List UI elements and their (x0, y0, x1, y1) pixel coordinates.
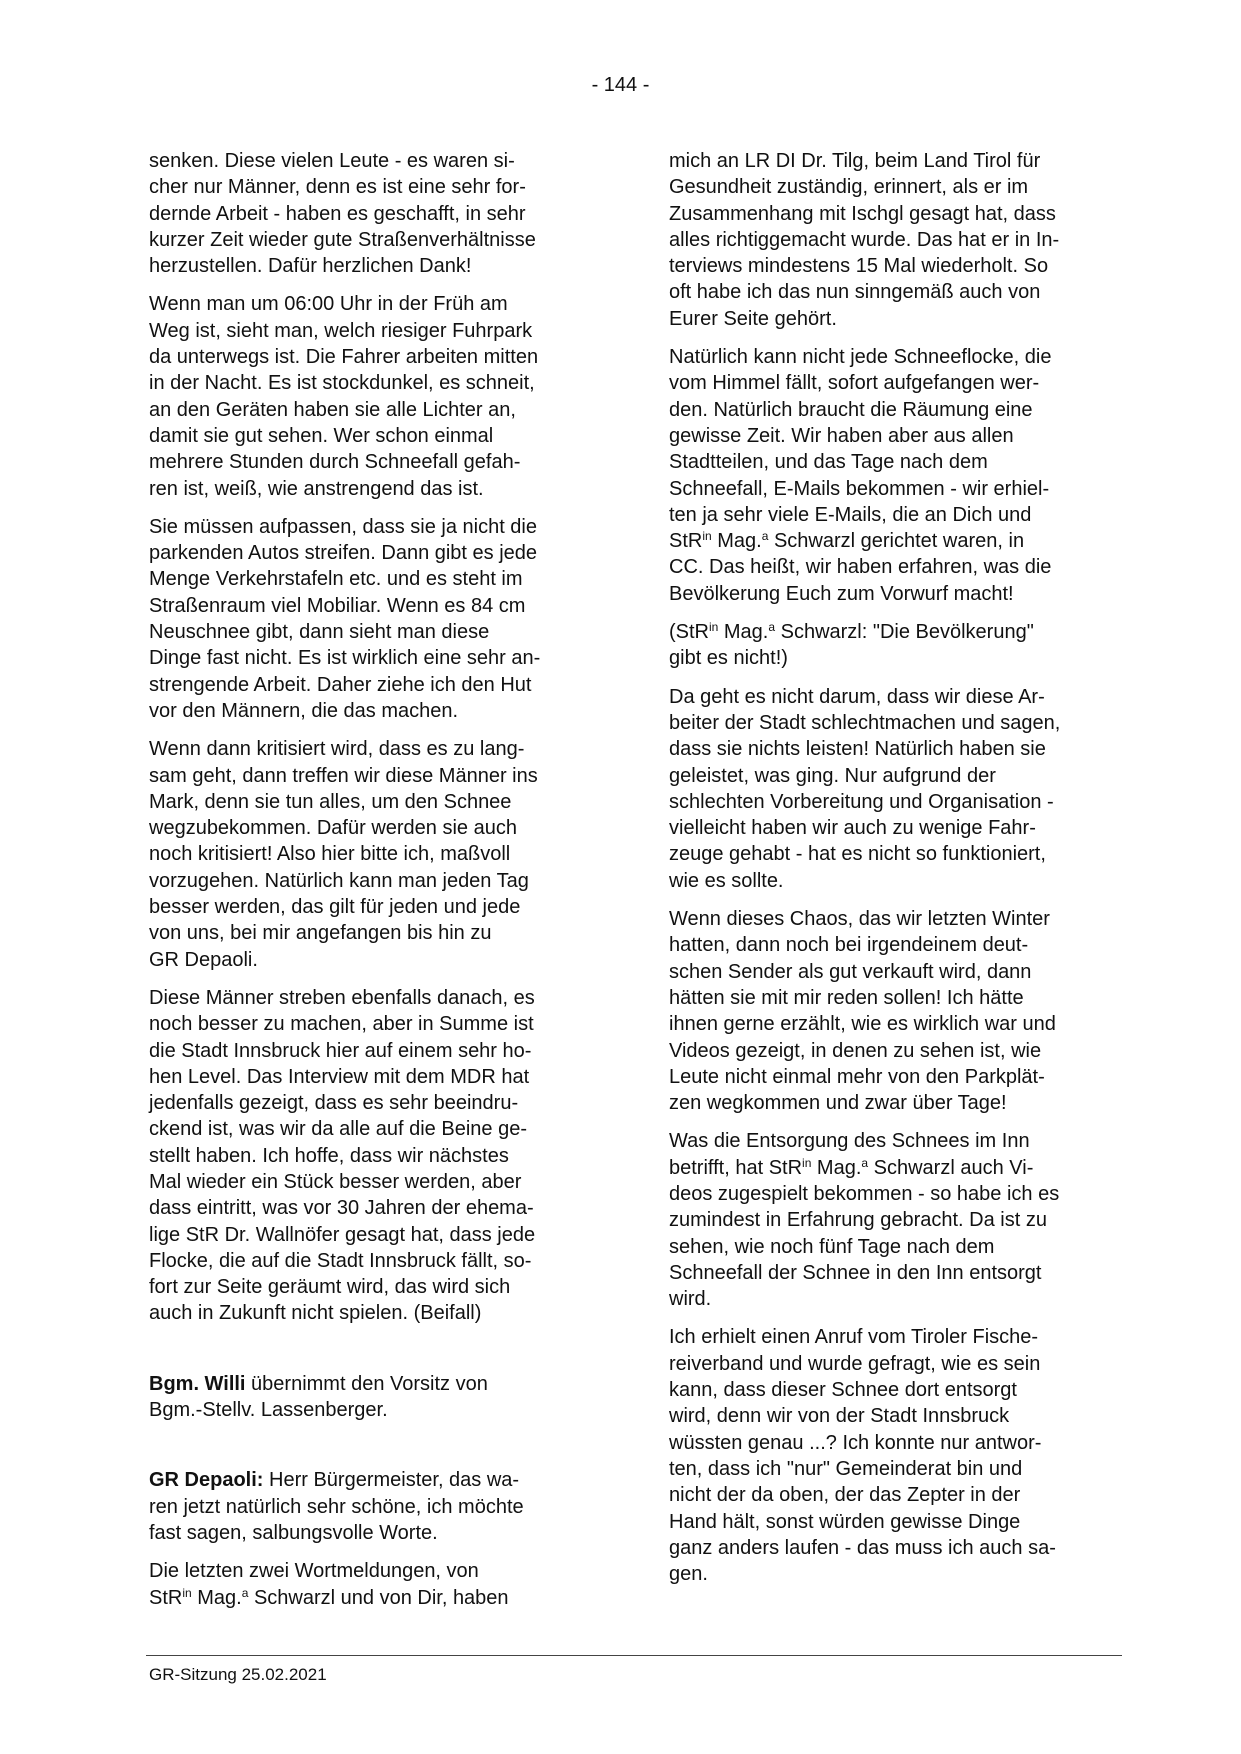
text-run: Schwarzl gerichtet waren, in CC. Das heißt, wir haben erfahren, was die Bevölkerung Euch zum Vorwurf macht! (669, 530, 1052, 605)
paragraph: Diese Männer streben ebenfalls danach, es noch besser zu machen, aber in Summe ist die Stadt Innsbruck hier auf einem sehr ho- hen Level. Das Interview mit dem MDR hat jedenfalls gezeigt, dass es sehr beeindru- ckend ist, was wir da alle auf die Beine ge- stellt haben. Ich hoffe, dass wir nächstes Mal wieder ein Stück besser werden, aber dass eintritt, was vor 30 Jahren der ehema- lige StR Dr. Wallnöfer gesagt hat, dass jede Flocke, die auf die Stadt Innsbruck fällt, so- fort zur Seite geräumt wird, das wird sich auch in Zukunft nicht spielen. (Beifall) (149, 986, 536, 1325)
footer-divider (146, 1655, 1122, 1656)
paragraph: mich an LR DI Dr. Tilg, beim Land Tirol für Gesundheit zuständig, erinnert, als er im Zusammenhang mit Ischgl gesagt hat, dass alles richtiggemacht wurde. Das hat er in In- terviews mindestens 15 Mal wiederholt. So oft habe ich das nun sinngemäß auch von Eurer Seite gehört. (669, 150, 1060, 330)
text-run: Mag. (811, 1156, 862, 1179)
text-run: Schwarzl und von Dir, haben (248, 1586, 509, 1609)
left-column (149, 148, 609, 1623)
paragraph: senken. Diese vielen Leute - es waren si- cher nur Männer, denn es ist eine sehr for- dernde Arbeit - haben es geschafft, in sehr kurzer Zeit wieder gute Straßenverhältnisse herzustellen. Dafür herzlichen Dank! (149, 150, 536, 278)
text-run: Die letzten zwei Wortmeldungen, von StR (149, 1560, 479, 1609)
paragraph: Wenn dann kritisiert wird, dass es zu lang- sam geht, dann treffen wir diese Männer ins Mark, denn sie tun alles, um den Schnee wegzubekommen. Dafür werden sie auch noch kritisiert! Also hier bitte ich, maßvoll vorzugehen. Natürlich kann man jeden Tag besser werden, das gilt für jeden und jede von uns, bei mir angefangen bis hin zu GR Depaoli. (149, 738, 538, 971)
speaker-name: Bgm. Willi (149, 1372, 246, 1395)
superscript: in (709, 620, 719, 635)
paragraph: Da geht es nicht darum, dass wir diese Ar- beiter der Stadt schlechtmachen und sagen, dass sie nichts leisten! Natürlich haben sie geleistet, was ging. Nur aufgrund der schlechten Vorbereitung und Organisation - vielleicht haben wir auch zu wenige Fahr- zeuge gehabt - hat es nicht so funktioniert, wie es sollte. (669, 685, 1061, 892)
page-number: - 144 - (591, 74, 650, 96)
speaker-name: GR Depaoli: (149, 1469, 264, 1492)
superscript: in (702, 529, 712, 544)
superscript: a (768, 620, 776, 635)
paragraph: Wenn man um 06:00 Uhr in der Früh am Weg ist, sieht man, welch riesiger Fuhrpark da unterwegs ist. Die Fahrer arbeiten mitten in der Nacht. Es ist stockdunkel, es schneit, an den Geräten haben sie alle Lichter an, damit sie gut sehen. Wer schon einmal mehrere Stunden durch Schneefall gefah- ren ist, weiß, wie anstrengend das ist. (149, 293, 539, 500)
paragraph: Sie müssen aufpassen, dass sie ja nicht die parkenden Autos streifen. Dann gibt es jede Menge Verkehrstafeln etc. und es steht im Straßenraum viel Mobiliar. Wenn es 84 cm Neuschnee gibt, dann sieht man diese Dinge fast nicht. Es ist wirklich eine sehr an- strengende Arbeit. Daher ziehe ich den Hut vor den Männern, die das machen. (149, 515, 541, 722)
speech-intro (149, 1467, 609, 1546)
superscript: in (802, 1155, 812, 1170)
superscript: a (761, 529, 769, 544)
superscript: a (861, 1155, 869, 1170)
text-run: Was die Entsorgung des Schnees im Inn betrifft, hat StR (669, 1130, 1030, 1179)
superscript: in (182, 1585, 192, 1600)
text-run: (StR (669, 621, 709, 644)
paragraph (149, 1558, 609, 1611)
speech-text: Herr Bürgermeister, das wa- ren jetzt natürlich sehr schöne, ich möchte fast sagen, salbungsvolle Worte. (149, 1469, 524, 1544)
note-text: übernimmt den Vorsitz von Bgm.-Stellv. Lassenberger. (149, 1372, 488, 1422)
footer-session-date: GR-Sitzung 25.02.2021 (149, 1665, 327, 1684)
text-run: Schwarzl auch Vi- deos zugespielt bekommen - so habe ich es zumindest in Erfahrung gebracht. Da ist zu sehen, wie noch fünf Tage nach dem Schneefall der Schnee in den Inn entsorgt wird. (669, 1156, 1060, 1311)
text-run: Mag. (191, 1586, 242, 1609)
text-run: Mag. (718, 621, 769, 644)
text-run: Mag. (711, 530, 762, 553)
paragraph: Wenn dieses Chaos, das wir letzten Winter hatten, dann noch bei irgendeinem deut- schen Sender als gut verkauft wird, dann hätten sie mit mir reden sollen! Ich hätte ihnen gerne erzählt, wie es wirklich war und Videos gezeigt, in denen zu sehen ist, wie Leute nicht einmal mehr von den Parkplät- zen wegkommen und zwar über Tage! (669, 908, 1056, 1115)
paragraph: Ich erhielt einen Anruf vom Tiroler Fische- reiverband und wurde gefragt, wie es sein kann, dass dieser Schnee dort entsorgt wird, denn wir von der Stadt Innsbruck wüssten genau ...? Ich konnte nur antwor- ten, dass ich "nur" Gemeinderat bin und nicht der da oben, der das Zepter in der Hand hält, sonst würden gewisse Dinge ganz anders laufen - das muss ich auch sa- gen. (669, 1326, 1056, 1586)
paragraph (669, 1128, 1129, 1312)
text-run: Schwarzl: "Die Bevölkerung" gibt es nicht!) (669, 621, 1034, 670)
superscript: a (241, 1585, 249, 1600)
chair-change-note (149, 1371, 609, 1424)
right-column (669, 148, 1129, 1599)
text-run: Natürlich kann nicht jede Schneeflocke, die vom Himmel fällt, sofort aufgefangen wer- den. Natürlich braucht die Räumung eine gewisse Zeit. Wir haben aber aus allen Stadtteilen, und das Tage nach dem Schneefall, E-Mails bekommen - wir erhiel- ten ja sehr viele E-Mails, die an Dich und StR (669, 346, 1052, 553)
interjection (669, 619, 1129, 672)
paragraph (669, 344, 1129, 607)
